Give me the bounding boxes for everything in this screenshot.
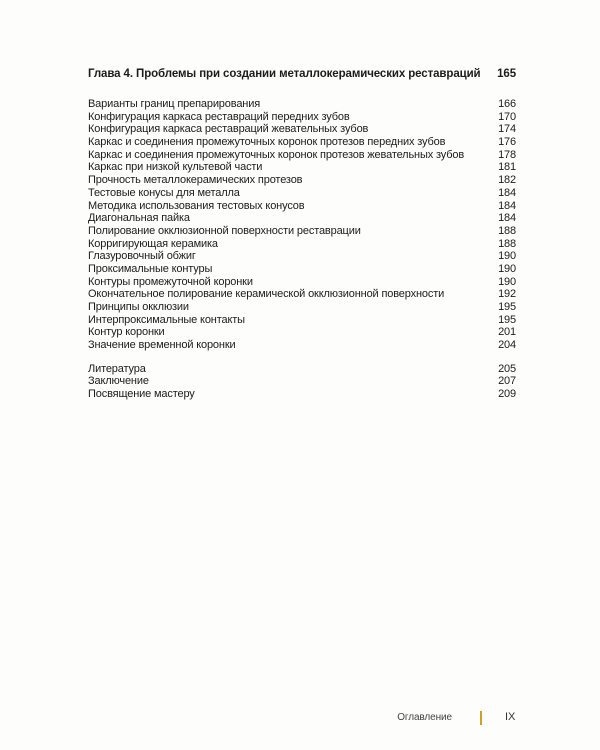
toc-entry-title: Тестовые конусы для металла (88, 186, 240, 199)
toc-entry[interactable] (88, 301, 516, 314)
toc-entry-page: 176 (498, 136, 516, 149)
toc-entry-page: 184 (498, 212, 516, 225)
toc-entry[interactable] (88, 98, 516, 111)
toc-entry-title: Полирование окклюзионной поверхности реставрации (88, 224, 361, 237)
toc-entry-title: Окончательное полирование керамической окклюзионной поверхности (88, 288, 445, 301)
toc-entry-page: 204 (498, 339, 516, 352)
backmatter-list (88, 363, 516, 401)
toc-entry-page: 201 (498, 326, 516, 339)
toc-entry-title: Посвящение мастеру (88, 388, 195, 401)
toc-entry-page: 178 (498, 148, 516, 161)
toc-entry-page: 184 (498, 199, 516, 212)
toc-entry-title: Методика использования тестовых конусов (88, 199, 305, 212)
toc-entry-literature[interactable] (88, 363, 516, 376)
toc-entry-title: Глазуровочный обжиг (88, 250, 196, 263)
toc-entry[interactable] (88, 339, 516, 352)
toc-entry-page: 190 (498, 262, 516, 275)
toc-entry-title: Литература (88, 362, 146, 375)
toc-entry[interactable] (88, 238, 516, 251)
toc-entry-title: Корригирующая керамика (88, 237, 218, 250)
toc-entry-title: Каркас и соединения промежуточных коронок протезов передних зубов (88, 136, 446, 149)
toc-entry-title: Диагональная пайка (88, 212, 190, 225)
toc-entry-page: 195 (498, 301, 516, 313)
toc-entry[interactable] (88, 149, 516, 162)
toc-entry-title: Значение временной коронки (88, 339, 236, 352)
toc-entry-title: Конфигурация каркаса реставраций передних зубов (88, 110, 350, 123)
toc-entry-page: 205 (498, 362, 516, 375)
toc-entry-page: 184 (498, 186, 516, 199)
toc-entry-page: 182 (498, 174, 516, 187)
toc-entry-title: Контуры промежуточной коронки (88, 275, 253, 288)
toc-entry-page: 190 (498, 250, 516, 263)
toc-entry[interactable] (88, 200, 516, 213)
footer-divider (480, 711, 482, 725)
toc-entry-title: Каркас и соединения промежуточных коронок протезов жевательных зубов (88, 148, 465, 161)
toc-entry[interactable] (88, 314, 516, 327)
toc-entry-title: Прочность металлокерамических протезов (88, 174, 303, 187)
page-footer (0, 711, 600, 727)
toc-entry-title: Варианты границ препарирования (88, 98, 261, 110)
toc-entry-title: Заключение (88, 375, 149, 388)
toc-entry[interactable] (88, 161, 516, 174)
toc-entry-page: 181 (498, 161, 516, 174)
toc-entry-page: 166 (498, 98, 516, 110)
toc-entry[interactable] (88, 276, 516, 289)
toc-entry-page: 188 (498, 224, 516, 237)
toc-entry-page: 207 (498, 375, 516, 388)
toc-entry[interactable] (88, 111, 516, 124)
chapter-title: Глава 4. Проблемы при создании металлокерамических реставраций (88, 68, 481, 80)
toc-entry-conclusion[interactable] (88, 375, 516, 388)
toc-entry-page: 174 (498, 123, 516, 136)
toc-entry-page: 190 (498, 275, 516, 288)
chapter-heading[interactable] (88, 68, 516, 84)
toc-entry-title: Проксимальные контуры (88, 262, 213, 275)
footer-section-label: Оглавление (397, 712, 452, 723)
toc-entry[interactable] (88, 263, 516, 276)
toc-entry-title: Каркас при низкой культевой части (88, 161, 263, 174)
chapter-page-number: 165 (497, 68, 516, 80)
toc-entry[interactable] (88, 123, 516, 136)
section-list (88, 98, 516, 352)
toc-entry-page: 192 (498, 288, 516, 301)
table-of-contents (88, 68, 516, 412)
toc-entry[interactable] (88, 212, 516, 225)
toc-entry-title: Контур коронки (88, 326, 165, 339)
toc-entry[interactable] (88, 326, 516, 339)
toc-entry-page: 209 (498, 388, 516, 401)
toc-entry[interactable] (88, 250, 516, 263)
toc-entry-title: Конфигурация каркаса реставраций жевательных зубов (88, 123, 369, 136)
toc-entry[interactable] (88, 187, 516, 200)
toc-entry-dedication[interactable] (88, 388, 516, 401)
toc-entry[interactable] (88, 225, 516, 238)
toc-entry[interactable] (88, 174, 516, 187)
toc-entry-page: 195 (498, 313, 516, 326)
toc-entry-title: Интерпроксимальные контакты (88, 313, 245, 326)
toc-entry-title: Принципы окклюзии (88, 301, 189, 313)
toc-entry-page: 188 (498, 237, 516, 250)
toc-entry[interactable] (88, 136, 516, 149)
toc-entry-page: 170 (498, 110, 516, 123)
toc-entry[interactable] (88, 288, 516, 301)
footer-page-number: IX (505, 711, 516, 723)
